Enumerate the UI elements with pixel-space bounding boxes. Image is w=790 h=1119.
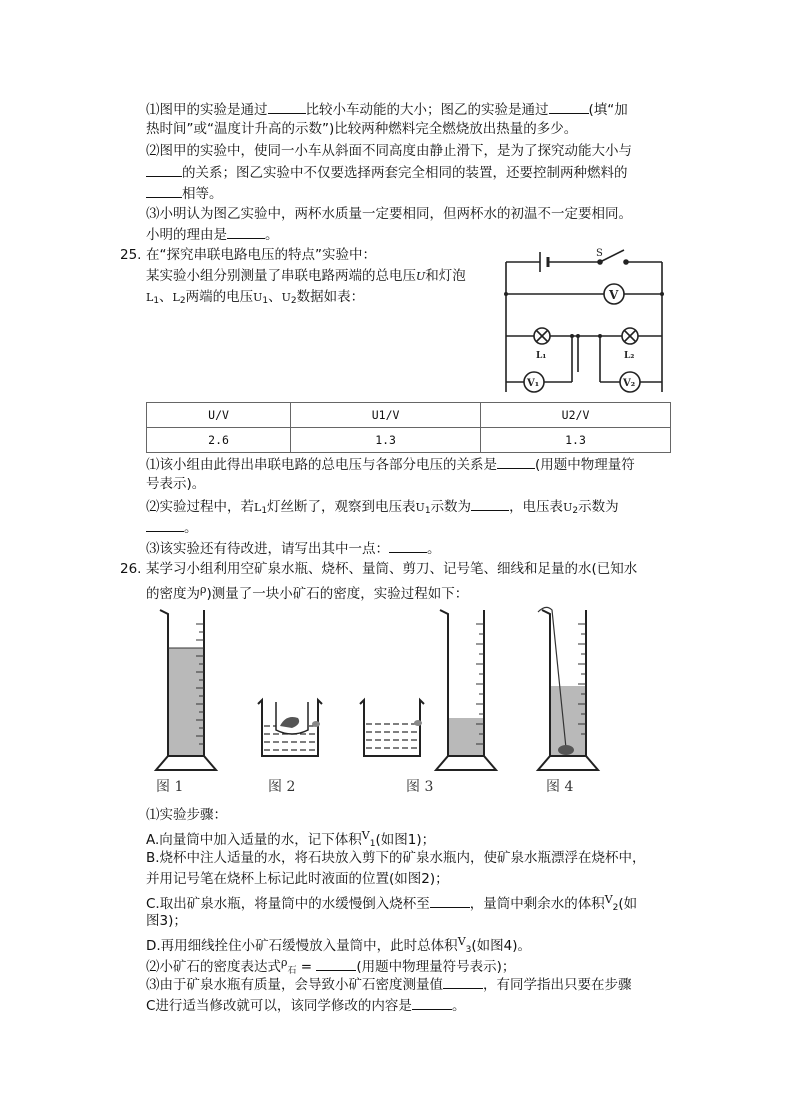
table-cell-u2: 1.3 <box>481 428 671 453</box>
q26-step-c-text-c: (如 <box>618 896 638 912</box>
voltmeter-v1-label: V₁ <box>527 378 540 389</box>
q26-step-c-line1 <box>146 890 637 918</box>
answer-blank[interactable] <box>227 224 265 239</box>
figure-1-cylinder <box>156 610 216 770</box>
answer-blank[interactable] <box>430 893 470 908</box>
answer-blank[interactable] <box>389 538 427 553</box>
subscript: 2 <box>179 296 186 306</box>
q26-step-c-text-a: C.取出矿泉水瓶，将量筒中的水缓慢倒入烧杯至 <box>146 896 430 912</box>
subscript: 3 <box>465 945 472 955</box>
subscript: 1 <box>369 839 376 849</box>
answer-blank[interactable] <box>146 517 184 532</box>
figure-2-beaker <box>258 700 322 756</box>
voltmeter-v2-label: V₂ <box>623 378 636 389</box>
symbol-v: U <box>415 501 425 514</box>
q25-s2-text-d: ，电压表 <box>509 499 564 515</box>
subscript: 1 <box>261 506 268 516</box>
q26-intro-text-a: 的密度为 <box>146 586 200 602</box>
q24-p3-text-b: 小明的理由是 <box>146 227 227 243</box>
subscript: 1 <box>424 506 431 516</box>
q26-intro-text-b: )测量了一块小矿石的密度，实验过程如下： <box>206 586 469 602</box>
answer-blank[interactable] <box>146 183 182 198</box>
q25-intro-text: 某实验小组分别测量了串联电路两端的总电压 <box>146 268 416 284</box>
subscript: 2 <box>290 296 297 306</box>
equals-sign: = <box>296 959 317 975</box>
q25-intro-tail2: 数据如表： <box>296 289 365 305</box>
question-number-26: 26. <box>120 561 142 577</box>
answer-blank[interactable] <box>497 454 535 469</box>
answer-blank[interactable] <box>471 496 509 511</box>
switch-arm <box>600 250 624 262</box>
figure-5-cylinder-with-stone <box>538 607 598 770</box>
q25-s3-text-a: ⑶该实验还有待改进，请写出其中一点： <box>146 541 389 557</box>
lamp1-label: L₁ <box>536 351 547 361</box>
stone <box>558 745 574 755</box>
q25-s2-text-b: 灯丝断了，观察到电压表 <box>267 499 416 515</box>
q25-s2-text-e: 示数为 <box>578 499 619 515</box>
answer-blank[interactable] <box>443 974 483 989</box>
symbol-v: V <box>361 829 370 842</box>
q24-part3-line2: 小明的理由是 。 <box>146 224 279 245</box>
table-header-u1: U1/V <box>291 403 481 428</box>
answer-blank[interactable] <box>412 995 452 1010</box>
q24-p1-text-b: 比较小车动能的大小；图乙的实验是通过 <box>305 102 549 118</box>
q24-part3-line1: ⑶小明认为图乙实验中，两杯水质量一定要相同，但两杯水的初温不一定要相同。 <box>146 206 632 222</box>
q24-part2-line1: ⑵图甲的实验中，使同一小车从斜面不同高度由静止滑下，是为了探究动能大小与 <box>146 143 632 159</box>
q26-sub3-text-c: C进行适当修改就可以，该同学修改的内容是 <box>146 998 412 1014</box>
q25-sub3 <box>146 538 441 559</box>
question-number-25: 25. <box>120 247 142 263</box>
switch-label: S <box>596 248 603 259</box>
q26-sub3-line2 <box>146 995 465 1016</box>
q25-sub1-line2: 号表示)。 <box>146 476 206 492</box>
q25-sub2-line2: 。 <box>146 517 198 538</box>
q26-intro-line1: 某学习小组利用空矿泉水瓶、烧杯、量筒、剪刀、记号笔、细线和足量的水(已知水 <box>146 561 638 577</box>
q26-intro-line2 <box>146 580 468 604</box>
q26-sub3-text-d: 。 <box>451 998 466 1014</box>
q25-s3-text-b: 。 <box>427 541 441 557</box>
table-header-u2: U2/V <box>481 403 671 428</box>
q26-step-c-line2: 图3)； <box>146 913 187 929</box>
q26-step-b-line1: B.烧杯中注人适量的水，将石块放入剪下的矿泉水瓶内，使矿泉水瓶漂浮在烧杯中， <box>146 850 646 866</box>
q24-p2-text-b: 的关系；图乙实验中不仅要选择两套完全相同的装置，还要控制两种燃料的 <box>182 165 628 181</box>
q26-sub3-line1 <box>146 974 632 995</box>
q25-intro-line1: 在“探究串联电路电压的特点”实验中： <box>146 247 376 263</box>
q26-step-a-tail: (如图1)； <box>375 832 436 848</box>
answer-blank[interactable] <box>316 956 356 971</box>
subscript: 石 <box>287 966 297 976</box>
q26-step-d-text: D.再用细线拴住小矿石缓慢放入量筒中，此时总体积 <box>146 938 458 954</box>
figure-caption-1: 图 1 <box>156 779 184 795</box>
q25-sub1-line1 <box>146 454 635 475</box>
symbol-l: L <box>146 291 154 304</box>
table-row <box>147 428 671 453</box>
subscript: 2 <box>612 903 619 913</box>
lamp2-label: L₂ <box>624 351 635 361</box>
symbol-l: L <box>254 501 262 514</box>
answer-blank[interactable] <box>146 162 182 177</box>
q24-p2-text-c: 相等。 <box>182 186 223 202</box>
symbol-u: U <box>253 291 263 304</box>
q25-intro-line2 <box>146 266 466 287</box>
answer-blank[interactable] <box>549 99 589 114</box>
q24-part1-line1 <box>146 99 628 120</box>
symbol-v: V <box>604 893 613 906</box>
q26-sub3-text-a: ⑶由于矿泉水瓶有质量，会导致小矿石密度测量值 <box>146 977 443 993</box>
table-cell-u1: 1.3 <box>291 428 481 453</box>
symbol-rho: ρ <box>200 583 207 596</box>
subscript: 2 <box>572 506 579 516</box>
q25-s2-text-c: 示数为 <box>430 499 472 515</box>
subscript: 1 <box>262 296 269 306</box>
figure-4-cylinder <box>436 610 496 770</box>
q25-s2-text-a: ⑵实验过程中，若 <box>146 499 254 515</box>
experiment-figures <box>146 604 616 798</box>
q24-p1-text-a: ⑴图甲的实验是通过 <box>146 102 268 118</box>
subscript: 1 <box>153 296 160 306</box>
q25-intro-line3: $L_1$、$L_2$两端的电压$U_1$、$U_2$数据如表： <box>146 289 365 306</box>
q25-s1-text-b: (用题中物理量符 <box>535 457 635 473</box>
q25-intro-mid: 两端的电压 <box>185 289 254 305</box>
voltage-data-table <box>146 402 671 453</box>
circuit-diagram <box>500 244 668 396</box>
answer-blank[interactable] <box>268 99 306 114</box>
q26-sub2-text-b: (用题中物理量符号表示)； <box>356 959 516 975</box>
figure-caption-3: 图 3 <box>406 779 434 795</box>
q26-sub3-text-b: ，有同学指出只要在步骤 <box>483 977 632 993</box>
q26-step-b-line2: 并用记号笔在烧杯上标记此时液面的位置(如图2)； <box>146 871 449 887</box>
table-cell-u: 2.6 <box>147 428 291 453</box>
table-header-u: U/V <box>147 403 291 428</box>
q26-step-a-text: A.向量筒中加入适量的水，记下体积 <box>146 832 362 848</box>
q26-step-c-text-b: ，量筒中剩余水的体积 <box>469 896 605 912</box>
voltmeter-label: V <box>609 288 619 302</box>
symbol-v: U <box>563 501 573 514</box>
q26-sub2-text-a: ⑵小矿石的密度表达式 <box>146 959 281 975</box>
symbol-u: U <box>281 291 291 304</box>
symbol-u: U <box>416 270 426 283</box>
figure-caption-2: 图 2 <box>268 779 296 795</box>
q25-sub2-line1 <box>146 496 619 521</box>
q25-s1-text-a: ⑴该小组由此得出串联电路的总电压与各部分电压的关系是 <box>146 457 497 473</box>
table-header-row <box>147 403 671 428</box>
q26-steps-title: ⑴实验步骤： <box>146 807 227 823</box>
q24-part2-line3 <box>146 183 223 204</box>
figure-3-beaker <box>360 700 424 756</box>
symbol-rho: ρ <box>281 956 288 969</box>
q25-intro-tail: 和灯泡 <box>425 268 466 284</box>
q24-part1-line2: 热时间”或“温度计升高的示数”)比较两种燃料完全燃烧放出热量的多少。 <box>146 121 578 137</box>
q24-part2-line2 <box>146 162 628 183</box>
q26-step-d-tail: (如图4)。 <box>471 938 531 954</box>
figure-caption-4: 图 4 <box>546 779 574 795</box>
symbol-l: L <box>172 291 180 304</box>
q24-p1-text-c: (填“加 <box>588 102 628 118</box>
symbol-v: V <box>457 935 466 948</box>
